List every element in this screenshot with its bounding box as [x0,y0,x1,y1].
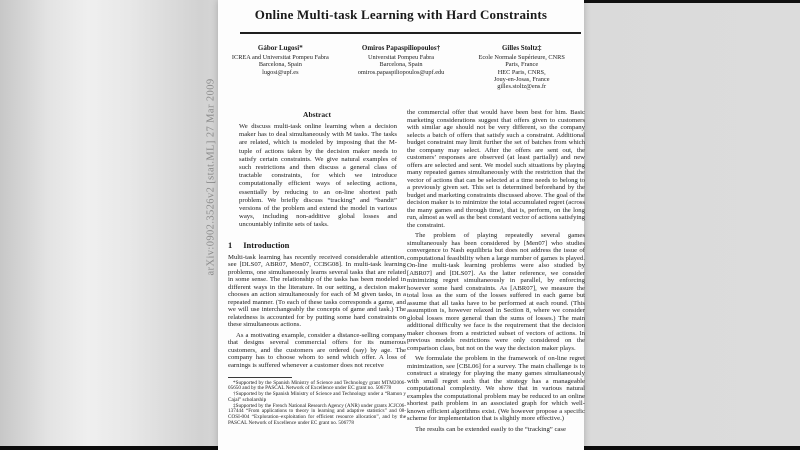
author-email: lugosi@upf.es [262,68,299,76]
author-affiliation-line: Paris, France [505,61,539,69]
footnote: ‡Supported by the French National Research Agency (ANR) under grants JCJC06-137444 “From applications to theory in learning and adaptive statistics” and 08-COSI-004 “Exploration–exploitation for efficient resource allocation”, and by the PASCAL Network of Excellence under EC grant no. 506778 [228,402,406,427]
title-rule [240,32,581,34]
paragraph: We formulate the problem in the framework of on-line regret minimization, see [CBL06] for a survey. The main challenge is to construct a strategy for playing the many games simultaneously with small regret such that the strategy has a manageable computational complexity. We show that in various natural examples the computational problem may be reduced to an online shortest path problem in an associated graph for which well-known efficient algorithms exist. (We however propose a specific scheme for implementation that is slightly more effective.) [407,355,585,422]
abstract-text: We discuss multi-task online learning when a decision maker has to deal simultaneously with M tasks. The tasks are related, which is modeled by imposing that the M-tuple of actions taken by the decision maker needs to satisfy certain constraints. We give natural examples of such restrictions and then discuss a general class of tractable constraints, for which we introduce computationally efficient ways of selecting actions, essentially by reducing to an on-line shortest path problem. We briefly discuss “tracking” and “bandit” versions of the problem and extend the model in various ways, including non-additive global losses and uncountably infinite sets of tasks. [239,123,397,229]
arxiv-stamp: arXiv:0902.3526v2 [stat.ML] 27 Mar 2009 [205,78,217,276]
author-name: Gábor Lugosi* [257,44,303,52]
footnotes-block [228,377,406,447]
author-block [222,44,580,90]
section-title: Introduction [243,239,290,250]
footnote: *Supported by the Spanish Ministry of Science and Technology grant MTM2006-05650 and by the PASCAL Network of Excellence under EC grant no. 506778 [228,379,406,392]
footnote-separator [228,377,292,378]
section-heading-introduction [228,240,406,250]
author-affiliation-line: ICREA and Universitat Pompeu Fabra [231,54,329,61]
author-email: omiros.papaspiliopoulos@upf.edu [357,68,445,76]
footnote: †Supported by the Spanish Ministry of Science and Technology under a “Ramon y Cajal” scholarship [228,391,406,403]
author-name: Gilles Stoltz‡ [501,44,542,52]
author-affiliation-line: Barcelona, Spain [258,61,302,69]
section-number: 1 [228,239,233,250]
author-affiliation-line: Barcelona, Spain [379,61,423,69]
paragraph: Multi-task learning has recently received considerable attention, see [DLS07, ABR07, Men07, CCBG08]. In multi-task learning problems, one simultaneously learns several tasks that are related in some sense. The relationship of the tasks has been modeled in different ways in the literature. In our setting, a decision maker chooses an action simultaneously for each of M given tasks, in a repeated manner. (To each of these tasks corresponds a game, and we will use interchangeably the concepts of game and task.) The relatedness is accounted for by putting some hard constraints on these simultaneous actions. [228,253,406,329]
paragraph: the commercial offer that would have been best for him. Basic marketing considerations suggest that offers given to customers with similar age should not be very different, so the company selects a batch of offers that satisfy such a constraint. Additional budget constraint may limit further the set of batches from which the company may select. After the offers are sent out, the customers’ responses are observed (at least partially) and new offers are selected and sent. We model such situations by playing many repeated games simultaneously with the restriction that the vector of actions that can be selected at a time needs to belong to a previously given set. This set is determined beforehand by the budget and marketing constraints discussed above. The goal of the decision maker is to minimize the total accumulated regret (across the many games and through time), that is, perform, on the long run, almost as well as the best constant vector of actions satisfying the constraint. [407,109,585,229]
paragraph: The problem of playing repeatedly several games simultaneously has been considered by [Men07] who studies convergence to Nash equilibria but does not address the issue of computational feasibility when a large number of games is played. On-line multi-task learning problems were also studied by [ABR07] and [DLS07]. As the latter reference, we consider minimizing regret simultaneously in parallel, by enforcing however some hard constraints. As [ABR07], we measure the total loss as the sum of the losses suffered in each game but assume that all tasks have to be performed at each round. (This assumption is, however relaxed in Section 8, where we consider global losses more general than the sums of losses.) The main additional difficulty we face is the requirement that the decision maker chooses from a restricted subset of vectors of actions. In previous models restrictions were only considered on the comparison class, but not on the way the decision maker plays. [407,232,585,352]
abstract-heading: Abstract [303,110,331,119]
author-affiliation-line: HEC Paris, CNRS, [497,68,546,76]
right-column [407,109,585,447]
author-name: Omiros Papaspiliopoulos† [361,44,441,52]
paragraph: The results can be extended easily to the “tracking” case [415,425,566,433]
author-papaspiliopoulos [343,44,460,90]
author-affiliation-line: Ecole Normale Supérieure, CNRS [478,54,565,61]
author-stoltz [463,44,580,90]
author-affiliation-line: Jouy-en-Josas, France [493,75,550,83]
paper-page [218,0,584,450]
author-email: gilles.stoltz@ens.fr [497,83,547,91]
author-affiliation-line: Universitat Pompeu Fabra [367,54,435,61]
paragraph: As a motivating example, consider a distance-selling company that designs several commercial offers for its numerous customers, and the customers are ordered (say) by age. The company has to choose whom to send which offer. A loss of earnings is suffered whenever a customer does not receive [228,331,406,369]
paper-title: Online Multi-task Learning with Hard Constraints [254,7,548,22]
author-lugosi [222,44,339,90]
left-column [228,110,406,376]
